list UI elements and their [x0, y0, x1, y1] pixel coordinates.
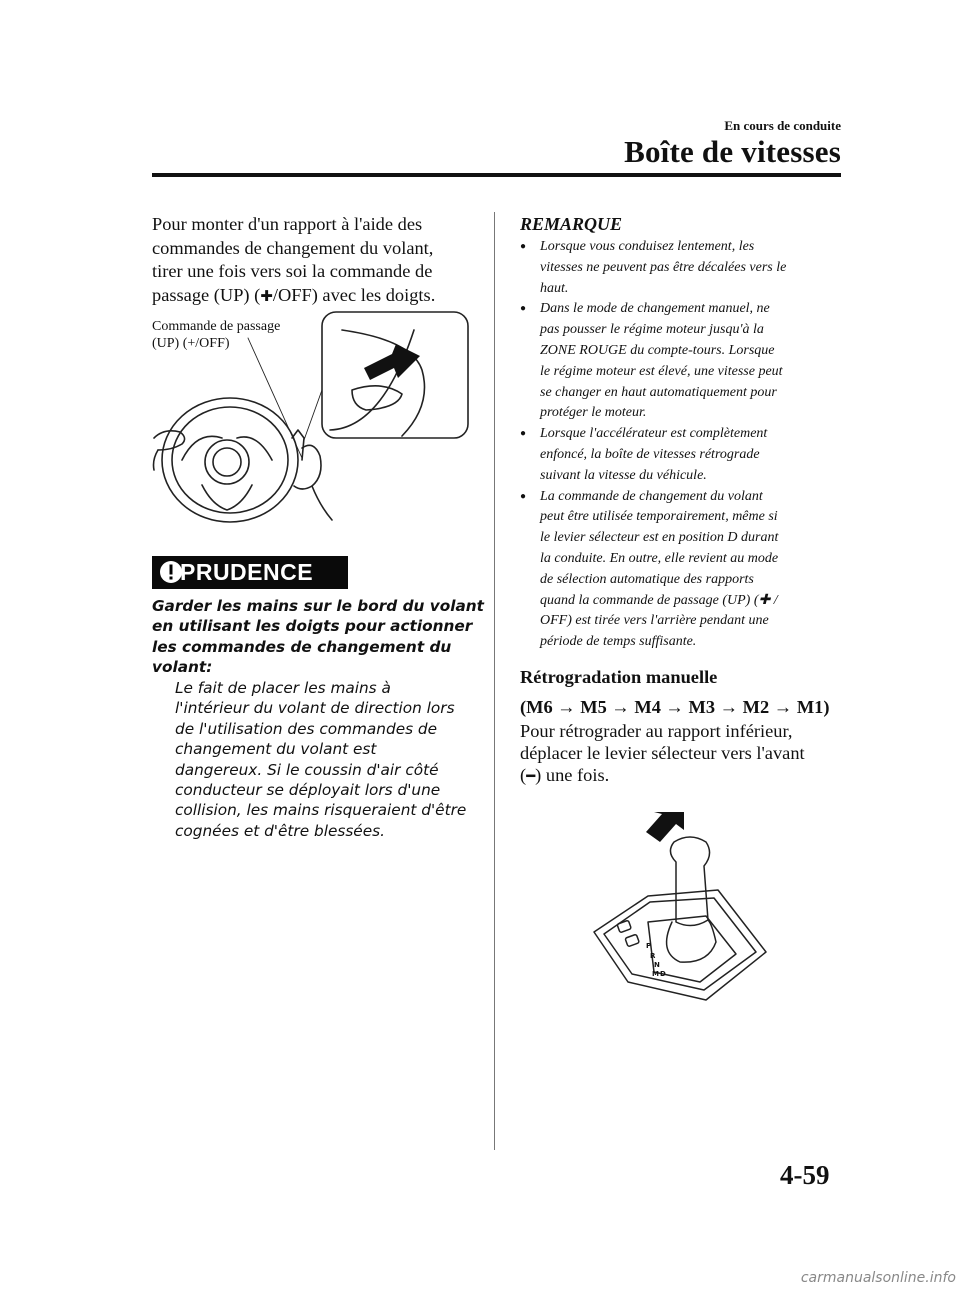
remarque-line: Lorsque l'accélérateur est complètement	[540, 426, 768, 442]
caution-lead	[152, 596, 487, 678]
figure1-label-line1: Commande de passage	[152, 319, 281, 334]
remarque-line: haut.	[540, 280, 569, 296]
bullet-icon: ●	[520, 428, 527, 440]
para-line: Pour monter d'un rapport à l'aide des	[152, 214, 423, 234]
remarque-line: de sélection automatique des rapports	[540, 571, 754, 587]
running-header-section: En cours de conduite	[724, 118, 841, 133]
plus-icon: ✚	[260, 286, 273, 305]
gear-sequence: (M6 → M5 → M4 → M3 → M2 → M1)	[520, 697, 830, 717]
remarque-line: OFF) est tirée vers l'arrière pendant une	[540, 613, 769, 629]
remarque-line: La commande de changement du volant	[540, 488, 763, 504]
figure1-label	[152, 318, 280, 352]
bullet-icon: ●	[520, 241, 527, 252]
gear-position-label: D	[660, 970, 666, 978]
remarque-list	[520, 237, 850, 653]
gear-position-label: R	[650, 952, 656, 960]
remarque-line: la conduite. En outre, elle revient au mode	[540, 550, 779, 566]
svg-text:PRNDM	[646, 942, 666, 978]
remarque-line: enfoncé, la boîte de vitesses rétrograde	[540, 446, 760, 462]
remarque-line: le régime moteur est élevé, une vitesse peut	[540, 363, 783, 379]
remarque-line: peut être utilisée temporairement, même si	[540, 509, 778, 525]
caution-body-line: l'intérieur du volant de direction lors	[175, 699, 455, 718]
remarque-title: REMARQUE	[520, 214, 623, 234]
remarque-line: suivant la vitesse du véhicule.	[540, 467, 707, 483]
gear-selector-illustration	[588, 812, 778, 1012]
caution-title: PRUDENCE	[180, 559, 314, 585]
para-line-part: ) une fois.	[535, 765, 610, 785]
remarque-line: se changer en haut automatiquement pour	[540, 384, 777, 400]
para-line: tirer une fois vers soi la commande de	[152, 261, 433, 281]
upshift-paragraph	[152, 213, 482, 308]
para-line-part: passage (UP) (	[152, 284, 261, 305]
caution-body	[175, 678, 495, 841]
footer-watermark: carmanualsonline.info	[800, 1270, 956, 1286]
remarque-line: vitesses ne peuvent pas être décalées vers le	[540, 259, 787, 275]
para-line-part: (	[520, 765, 527, 785]
caution-body-line: cognées et d'être blessées.	[175, 821, 385, 840]
caution-body-line: changement du volant est	[175, 740, 377, 759]
caution-body-line: de l'utilisation des commandes de	[175, 719, 438, 738]
caution-lead-line: volant:	[152, 658, 213, 677]
remarque-line: le levier sélecteur est en position D durant	[540, 530, 779, 546]
para-line	[152, 284, 482, 309]
para-line: commandes de changement du volant,	[152, 237, 434, 258]
bullet-icon: ●	[520, 303, 527, 315]
bullet-icon: ●	[520, 490, 527, 502]
remarque-line: Lorsque vous conduisez lentement, les	[540, 239, 755, 254]
caution-lead-line: en utilisant les doigts pour actionner	[152, 617, 473, 636]
gear-position-label: P	[646, 942, 652, 950]
header-rule	[152, 173, 841, 177]
remarque-item	[520, 487, 850, 653]
remarque-item	[520, 237, 850, 299]
page-number: 4-59	[780, 1160, 830, 1190]
downshift-paragraph	[520, 720, 850, 787]
remarque-line: ZONE ROUGE du compte-tours. Lorsque	[540, 342, 775, 358]
para-line	[520, 764, 850, 787]
gear-position-label: M	[652, 970, 659, 978]
caution-body-line: dangereux. Si le coussin d'air côté	[175, 760, 439, 779]
remarque-line: Dans le mode de changement manuel, ne	[540, 301, 770, 317]
caution-lead-line: Garder les mains sur le bord du volant	[152, 597, 484, 615]
para-line: déplacer le levier sélecteur vers l'avant	[520, 743, 805, 763]
caution-body-line: conducteur se déployait lors d'une	[175, 781, 441, 800]
remarque-line: quand la commande de passage (UP) (✚ /	[540, 592, 778, 608]
caution-body-line: collision, les mains risqueraient d'être	[175, 801, 467, 820]
figure1-label-line2: (UP) (+/OFF)	[152, 336, 230, 351]
minus-icon: ━	[526, 767, 536, 785]
caution-lead-line: les commandes de changement du	[152, 637, 452, 656]
remarque-line: protéger le moteur.	[540, 405, 647, 421]
section-heading: Rétrogradation manuelle	[520, 667, 718, 687]
remarque-line: période de temps suffisante.	[540, 634, 697, 650]
running-header-title: Boîte de vitesses	[624, 134, 841, 169]
gear-position-label: N	[654, 961, 660, 969]
para-line: Pour rétrograder au rapport inférieur,	[520, 721, 793, 741]
para-line-part: /OFF) avec les doigts.	[272, 284, 436, 305]
remarque-line: pas pousser le régime moteur jusqu'à la	[540, 322, 764, 338]
remarque-item	[520, 424, 850, 486]
remarque-item	[520, 299, 850, 424]
caution-body-line: Le fait de placer les mains à	[175, 679, 391, 697]
